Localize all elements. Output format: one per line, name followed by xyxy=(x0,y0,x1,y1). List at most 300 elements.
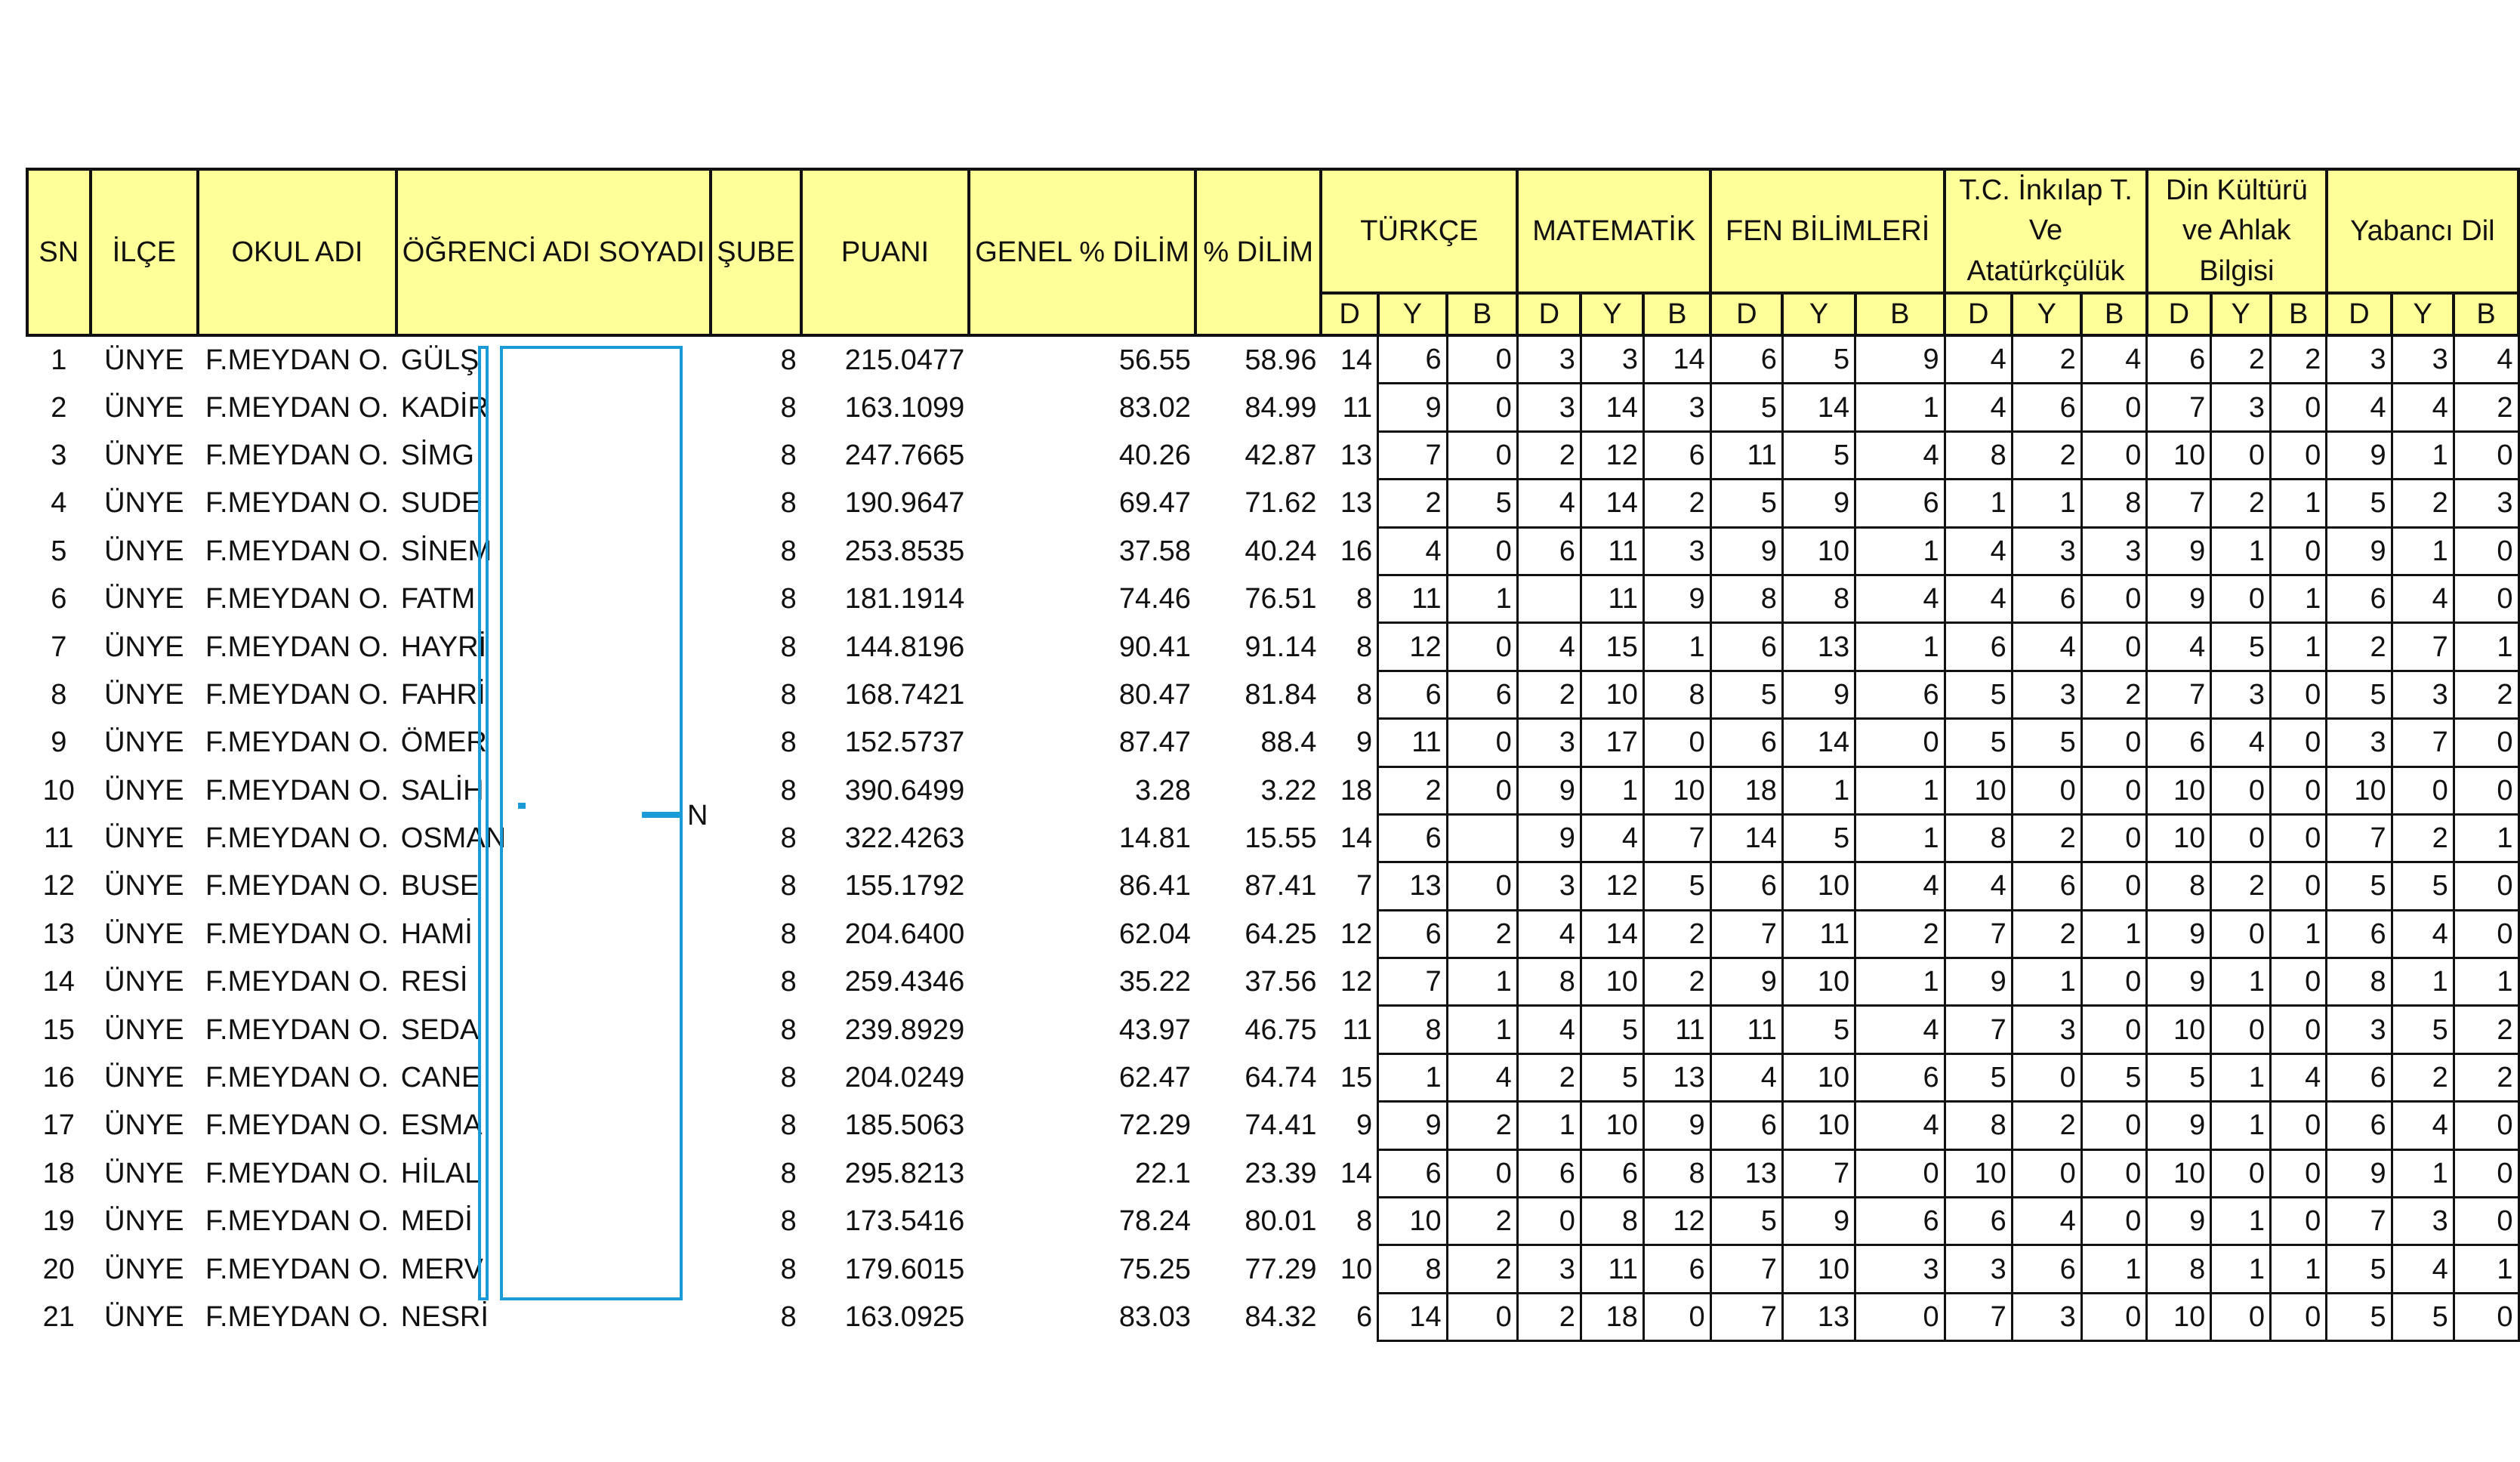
cell-ogrenci-adi: FATM xyxy=(400,583,476,615)
cell-score: 5 xyxy=(1945,719,2012,766)
cell-okul-adi: F.MEYDAN O. xyxy=(205,726,389,759)
cell-score: 11 xyxy=(1378,719,1448,766)
cell-score: 13 xyxy=(1643,1053,1710,1101)
cell-score: 8 xyxy=(2081,480,2147,527)
cell-score: 1 xyxy=(1643,623,1710,671)
cell-score: 8 xyxy=(1356,583,1373,615)
cell-score: 0 xyxy=(2454,862,2518,910)
cell-score: 9 xyxy=(2147,958,2211,1006)
cell-score: 9 xyxy=(1782,1198,1855,1245)
cell-sube: 8 xyxy=(780,391,797,424)
cell-score: 4 xyxy=(1945,335,2012,384)
cell-score: 4 xyxy=(2327,384,2392,431)
cell-genel-dilim: 22.1 xyxy=(1134,1157,1191,1189)
cell-score: 11 xyxy=(1710,1006,1782,1053)
header-sn: SN xyxy=(27,169,91,335)
cell-ogrenci-adi: CANE xyxy=(400,1062,481,1094)
cell-score: 0 xyxy=(1855,1293,1945,1340)
cell-score: 0 xyxy=(1855,1149,1945,1197)
cell-score: 5 xyxy=(2392,1006,2454,1053)
cell-score: 13 xyxy=(1378,862,1448,910)
cell-score: 0 xyxy=(2081,719,2147,766)
cell-genel-dilim: 86.41 xyxy=(1118,870,1191,902)
cell-score: 3 xyxy=(1517,719,1581,766)
cell-score: 4 xyxy=(2081,335,2147,384)
cell-score: 6 xyxy=(1643,1245,1710,1293)
cell-score: 3 xyxy=(1517,862,1581,910)
redaction-mark-small xyxy=(518,803,526,809)
cell-score: 2 xyxy=(1447,910,1517,958)
cell-score: 4 xyxy=(2392,1102,2454,1149)
cell-okul-adi: F.MEYDAN O. xyxy=(205,822,389,855)
cell-score: 7 xyxy=(2392,719,2454,766)
cell-score: 2 xyxy=(2327,623,2392,671)
cell-sube: 8 xyxy=(780,439,797,471)
cell-sn: 2 xyxy=(51,391,67,424)
cell-genel-dilim: 80.47 xyxy=(1118,678,1191,711)
cell-score: 0 xyxy=(2271,527,2327,575)
cell-score: 6 xyxy=(1945,1198,2012,1245)
cell-score: 5 xyxy=(2012,719,2081,766)
header-il-dilim: % DİLİM xyxy=(1195,169,1322,335)
cell-genel-dilim: 62.04 xyxy=(1118,918,1191,950)
cell-score: 3 xyxy=(1581,335,1643,384)
cell-puan: 390.6499 xyxy=(844,774,965,807)
cell-okul-adi: F.MEYDAN O. xyxy=(205,535,389,567)
cell-score: 10 xyxy=(1782,862,1855,910)
cell-genel-dilim: 40.26 xyxy=(1118,439,1191,471)
table-row xyxy=(27,958,2518,1006)
cell-sube: 8 xyxy=(780,1205,797,1238)
cell-sn: 1 xyxy=(51,344,67,376)
cell-score: 8 xyxy=(1710,575,1782,622)
cell-score: 10 xyxy=(1581,958,1643,1006)
cell-score: 9 xyxy=(1782,480,1855,527)
cell-score: 0 xyxy=(2271,719,2327,766)
cell-score: 2 xyxy=(1517,431,1581,479)
cell-score: 0 xyxy=(2454,1102,2518,1149)
cell-puan: 190.9647 xyxy=(844,487,965,520)
cell-il-dilim: 76.51 xyxy=(1245,583,1317,615)
cell-score: 9 xyxy=(2327,431,2392,479)
cell-il-dilim: 80.01 xyxy=(1245,1205,1317,1238)
cell-score: 1 xyxy=(1855,958,1945,1006)
cell-score: 8 xyxy=(1378,1245,1448,1293)
cell-sube: 8 xyxy=(780,726,797,759)
cell-sube: 8 xyxy=(780,870,797,902)
cell-sube: 8 xyxy=(780,344,797,376)
cell-score: 1 xyxy=(1855,623,1945,671)
cell-score: 7 xyxy=(1945,1006,2012,1053)
cell-score: 1 xyxy=(2081,1245,2147,1293)
cell-score: 0 xyxy=(2211,766,2271,814)
cell-score: 8 xyxy=(1581,1198,1643,1245)
exam-results-table xyxy=(26,168,2520,1342)
cell-score: 6 xyxy=(1710,862,1782,910)
cell-score: 13 xyxy=(1340,487,1373,520)
cell-score: 5 xyxy=(1710,671,1782,718)
cell-score: 2 xyxy=(1643,958,1710,1006)
header-okul-adi: OKUL ADI xyxy=(198,169,396,335)
subheader-y: Y xyxy=(1782,293,1855,335)
cell-score: 0 xyxy=(2271,1293,2327,1340)
cell-ogrenci-adi: HİLAL xyxy=(400,1157,481,1189)
cell-score: 11 xyxy=(1378,575,1448,622)
cell-score: 7 xyxy=(2392,623,2454,671)
cell-sube: 8 xyxy=(780,1013,797,1046)
cell-genel-dilim: 90.41 xyxy=(1118,631,1191,663)
cell-score: 1 xyxy=(2392,958,2454,1006)
cell-il-dilim: 88.4 xyxy=(1260,726,1317,759)
cell-score: 1 xyxy=(1517,1102,1581,1149)
cell-score: 0 xyxy=(2454,575,2518,622)
cell-score: 4 xyxy=(2012,623,2081,671)
header-subject-inkilap: T.C. İnkılap T. Ve Atatürkçülük xyxy=(1945,169,2147,293)
cell-score: 7 xyxy=(1710,1293,1782,1340)
cell-score: 3 xyxy=(2392,1198,2454,1245)
cell-score: 3 xyxy=(2081,527,2147,575)
cell-ilce: ÜNYE xyxy=(104,870,184,902)
cell-score: 3 xyxy=(2012,1006,2081,1053)
cell-score: 7 xyxy=(1378,431,1448,479)
cell-ilce: ÜNYE xyxy=(104,487,184,520)
cell-score: 5 xyxy=(1581,1006,1643,1053)
cell-score: 4 xyxy=(1378,527,1448,575)
cell-genel-dilim: 56.55 xyxy=(1118,344,1191,376)
cell-score: 11 xyxy=(1342,391,1373,424)
subheader-b: B xyxy=(2081,293,2147,335)
table-row xyxy=(27,766,2518,814)
subheader-b: B xyxy=(2454,293,2518,335)
cell-score: 2 xyxy=(1447,1102,1517,1149)
cell-ilce: ÜNYE xyxy=(104,726,184,759)
cell-genel-dilim: 69.47 xyxy=(1118,487,1191,520)
cell-score: 7 xyxy=(1782,1149,1855,1197)
cell-puan: 152.5737 xyxy=(844,726,965,759)
cell-ogrenci-adi: MEDİ xyxy=(400,1205,473,1238)
cell-score: 8 xyxy=(2147,862,2211,910)
cell-score: 0 xyxy=(2271,766,2327,814)
cell-puan: 215.0477 xyxy=(844,344,965,376)
cell-score: 9 xyxy=(1378,384,1448,431)
table-row xyxy=(27,1198,2518,1245)
cell-score: 4 xyxy=(1855,862,1945,910)
cell-score: 3 xyxy=(1517,1245,1581,1293)
cell-score: 7 xyxy=(2147,384,2211,431)
cell-score: 0 xyxy=(2211,1293,2271,1340)
cell-score: 0 xyxy=(2081,814,2147,862)
cell-sube: 8 xyxy=(780,1253,797,1285)
cell-score: 1 xyxy=(2211,1053,2271,1101)
cell-score: 9 xyxy=(2147,1198,2211,1245)
cell-score: 1 xyxy=(2454,814,2518,862)
cell-sn: 8 xyxy=(51,678,67,711)
cell-il-dilim: 15.55 xyxy=(1245,822,1317,855)
cell-ogrenci-adi: SİNEM xyxy=(400,535,492,567)
cell-sn: 20 xyxy=(42,1253,75,1285)
cell-score: 0 xyxy=(2271,671,2327,718)
cell-score: 18 xyxy=(1710,766,1782,814)
cell-genel-dilim: 74.46 xyxy=(1118,583,1191,615)
cell-score: 7 xyxy=(1945,910,2012,958)
cell-score: 9 xyxy=(1945,958,2012,1006)
cell-score: 0 xyxy=(2211,431,2271,479)
cell-puan: 163.1099 xyxy=(844,391,965,424)
cell-score: 1 xyxy=(1447,575,1517,622)
cell-score: 3 xyxy=(1517,335,1581,384)
cell-score: 1 xyxy=(2392,527,2454,575)
cell-sn: 21 xyxy=(42,1301,75,1333)
cell-sn: 19 xyxy=(42,1205,75,1238)
cell-score: 0 xyxy=(2211,1149,2271,1197)
cell-ilce: ÜNYE xyxy=(104,822,184,855)
cell-il-dilim: 74.41 xyxy=(1245,1109,1317,1142)
cell-score: 10 xyxy=(2147,431,2211,479)
cell-score: 0 xyxy=(2081,958,2147,1006)
cell-okul-adi: F.MEYDAN O. xyxy=(205,631,389,663)
cell-score: 0 xyxy=(1855,719,1945,766)
cell-score: 9 xyxy=(1378,1102,1448,1149)
cell-score: 16 xyxy=(1340,535,1373,567)
cell-score: 4 xyxy=(2271,1053,2327,1101)
cell-score: 8 xyxy=(1356,631,1373,663)
table-row xyxy=(27,862,2518,910)
cell-genel-dilim: 3.28 xyxy=(1134,774,1191,807)
cell-genel-dilim: 83.03 xyxy=(1118,1301,1191,1333)
cell-il-dilim: 64.74 xyxy=(1245,1062,1317,1094)
cell-score: 0 xyxy=(2454,766,2518,814)
cell-score: 10 xyxy=(1378,1198,1448,1245)
cell-score: 5 xyxy=(1643,862,1710,910)
cell-score: 5 xyxy=(2327,862,2392,910)
cell-ilce: ÜNYE xyxy=(104,391,184,424)
subheader-b: B xyxy=(1447,293,1517,335)
subheader-d: D xyxy=(2327,293,2392,335)
header-subject-yabanci-dil: Yabancı Dil xyxy=(2327,169,2518,293)
cell-score: 10 xyxy=(1643,766,1710,814)
cell-score: 4 xyxy=(1855,431,1945,479)
cell-genel-dilim: 62.47 xyxy=(1118,1062,1191,1094)
cell-score: 5 xyxy=(1782,431,1855,479)
cell-score: 8 xyxy=(2147,1245,2211,1293)
cell-score: 4 xyxy=(1855,1006,1945,1053)
cell-score: 13 xyxy=(1782,1293,1855,1340)
cell-score: 7 xyxy=(2147,480,2211,527)
cell-score: 1 xyxy=(2211,1245,2271,1293)
cell-score: 0 xyxy=(1643,1293,1710,1340)
cell-score: 6 xyxy=(2012,384,2081,431)
table-row xyxy=(27,623,2518,671)
cell-score: 12 xyxy=(1340,966,1373,998)
cell-score: 12 xyxy=(1643,1198,1710,1245)
header-sube: ŞUBE xyxy=(711,169,800,335)
cell-score: 5 xyxy=(2327,671,2392,718)
cell-score: 8 xyxy=(1643,1149,1710,1197)
cell-puan: 253.8535 xyxy=(844,535,965,567)
cell-score: 6 xyxy=(2327,1053,2392,1101)
cell-puan: 247.7665 xyxy=(844,439,965,471)
cell-score: 1 xyxy=(1855,527,1945,575)
cell-score: 10 xyxy=(1581,1102,1643,1149)
cell-sn: 4 xyxy=(51,487,67,520)
cell-score: 14 xyxy=(1340,822,1373,855)
cell-ilce: ÜNYE xyxy=(104,439,184,471)
cell-score xyxy=(1447,814,1517,862)
cell-il-dilim: 3.22 xyxy=(1260,774,1317,807)
subheader-y: Y xyxy=(1378,293,1448,335)
cell-score: 4 xyxy=(1517,1006,1581,1053)
cell-score: 9 xyxy=(2147,1102,2211,1149)
cell-score: 4 xyxy=(1517,480,1581,527)
cell-score: 0 xyxy=(1447,384,1517,431)
cell-score: 6 xyxy=(2327,910,2392,958)
cell-ogrenci-adi: BUSE xyxy=(400,870,480,902)
cell-score: 5 xyxy=(2327,1245,2392,1293)
cell-score: 1 xyxy=(1447,1006,1517,1053)
cell-score: 4 xyxy=(2211,719,2271,766)
cell-puan: 168.7421 xyxy=(844,678,965,711)
cell-score: 9 xyxy=(2327,527,2392,575)
cell-score: 8 xyxy=(1945,431,2012,479)
cell-genel-dilim: 14.81 xyxy=(1118,822,1191,855)
cell-score: 6 xyxy=(1643,431,1710,479)
cell-score: 10 xyxy=(2147,1006,2211,1053)
cell-score: 2 xyxy=(2012,335,2081,384)
cell-score: 0 xyxy=(2081,1293,2147,1340)
cell-score: 0 xyxy=(2454,1198,2518,1245)
cell-score: 0 xyxy=(2271,1102,2327,1149)
cell-ogrenci-adi: SUDE xyxy=(400,487,481,520)
cell-ilce: ÜNYE xyxy=(104,1253,184,1285)
cell-score: 2 xyxy=(1517,671,1581,718)
cell-score: 14 xyxy=(1710,814,1782,862)
cell-score: 1 xyxy=(1855,814,1945,862)
cell-score: 4 xyxy=(2392,384,2454,431)
cell-score: 1 xyxy=(2211,958,2271,1006)
cell-score: 10 xyxy=(1782,527,1855,575)
cell-puan: 239.8929 xyxy=(844,1013,965,1046)
cell-score: 17 xyxy=(1581,719,1643,766)
cell-score: 6 xyxy=(1378,671,1448,718)
cell-score: 10 xyxy=(2147,814,2211,862)
cell-score: 9 xyxy=(1517,814,1581,862)
cell-score: 11 xyxy=(1581,575,1643,622)
cell-sn: 15 xyxy=(42,1013,75,1046)
cell-score: 12 xyxy=(1378,623,1448,671)
cell-score: 7 xyxy=(2147,671,2211,718)
cell-sube: 8 xyxy=(780,678,797,711)
cell-score: 6 xyxy=(2327,1102,2392,1149)
cell-score: 5 xyxy=(2327,1293,2392,1340)
cell-genel-dilim: 37.58 xyxy=(1118,535,1191,567)
cell-il-dilim: 91.14 xyxy=(1245,631,1317,663)
cell-sn: 10 xyxy=(42,774,75,807)
cell-score: 9 xyxy=(1710,527,1782,575)
table-row xyxy=(27,1149,2518,1197)
cell-score: 6 xyxy=(1378,335,1448,384)
cell-score: 5 xyxy=(1581,1053,1643,1101)
cell-ogrenci-adi: HAMİ xyxy=(400,918,473,950)
cell-score: 0 xyxy=(2271,1149,2327,1197)
cell-il-dilim: 58.96 xyxy=(1245,344,1317,376)
cell-score: 0 xyxy=(2454,1149,2518,1197)
cell-score: 2 xyxy=(2392,480,2454,527)
cell-genel-dilim: 75.25 xyxy=(1118,1253,1191,1285)
cell-puan: 185.5063 xyxy=(844,1109,965,1142)
header-ilce: İLÇE xyxy=(91,169,199,335)
cell-score: 6 xyxy=(1855,1053,1945,1101)
cell-score: 8 xyxy=(1378,1006,1448,1053)
cell-score: 4 xyxy=(1945,862,2012,910)
cell-genel-dilim: 83.02 xyxy=(1118,391,1191,424)
cell-ilce: ÜNYE xyxy=(104,535,184,567)
subheader-y: Y xyxy=(2012,293,2081,335)
cell-score: 6 xyxy=(1517,527,1581,575)
cell-score: 1 xyxy=(1581,766,1643,814)
cell-score: 0 xyxy=(2081,384,2147,431)
table-row xyxy=(27,384,2518,431)
cell-score: 7 xyxy=(2327,1198,2392,1245)
cell-il-dilim: 23.39 xyxy=(1245,1157,1317,1189)
cell-score: 2 xyxy=(2392,814,2454,862)
cell-score: 5 xyxy=(1710,480,1782,527)
table-row xyxy=(27,719,2518,766)
cell-genel-dilim: 87.47 xyxy=(1118,726,1191,759)
cell-score: 13 xyxy=(1340,439,1373,471)
cell-ilce: ÜNYE xyxy=(104,1062,184,1094)
subheader-d: D xyxy=(1321,293,1377,335)
cell-score: 6 xyxy=(1710,719,1782,766)
cell-il-dilim: 84.32 xyxy=(1245,1301,1317,1333)
cell-puan: 179.6015 xyxy=(844,1253,965,1285)
cell-sube: 8 xyxy=(780,631,797,663)
cell-okul-adi: F.MEYDAN O. xyxy=(205,1109,389,1142)
cell-sube: 8 xyxy=(780,1301,797,1333)
cell-score: 5 xyxy=(1710,384,1782,431)
cell-score: 1 xyxy=(2454,623,2518,671)
cell-score: 3 xyxy=(2211,384,2271,431)
cell-score: 2 xyxy=(2081,671,2147,718)
table-row xyxy=(27,1053,2518,1101)
cell-score: 11 xyxy=(1581,527,1643,575)
cell-score: 1 xyxy=(2454,958,2518,1006)
cell-score: 0 xyxy=(2081,623,2147,671)
cell-score: 9 xyxy=(1643,1102,1710,1149)
cell-score: 4 xyxy=(1447,1053,1517,1101)
cell-puan: 295.8213 xyxy=(844,1157,965,1189)
subheader-d: D xyxy=(1710,293,1782,335)
cell-il-dilim: 46.75 xyxy=(1245,1013,1317,1046)
cell-il-dilim: 81.84 xyxy=(1245,678,1317,711)
cell-score: 7 xyxy=(1710,910,1782,958)
cell-score: 0 xyxy=(2454,1293,2518,1340)
cell-il-dilim: 71.62 xyxy=(1245,487,1317,520)
cell-ilce: ÜNYE xyxy=(104,1109,184,1142)
table-row xyxy=(27,1293,2518,1340)
cell-ogrenci-adi: FAHRİ xyxy=(400,678,486,711)
cell-score: 1 xyxy=(2392,1149,2454,1197)
table-row xyxy=(27,431,2518,479)
cell-score: 5 xyxy=(1945,671,2012,718)
cell-ogrenci-adi: ESMA xyxy=(400,1109,483,1142)
cell-score: 2 xyxy=(2271,335,2327,384)
cell-score: 1 xyxy=(2211,1198,2271,1245)
cell-score: 1 xyxy=(1447,958,1517,1006)
cell-ilce: ÜNYE xyxy=(104,966,184,998)
cell-score: 10 xyxy=(1782,1102,1855,1149)
cell-score: 7 xyxy=(1945,1293,2012,1340)
cell-score: 4 xyxy=(2012,1198,2081,1245)
